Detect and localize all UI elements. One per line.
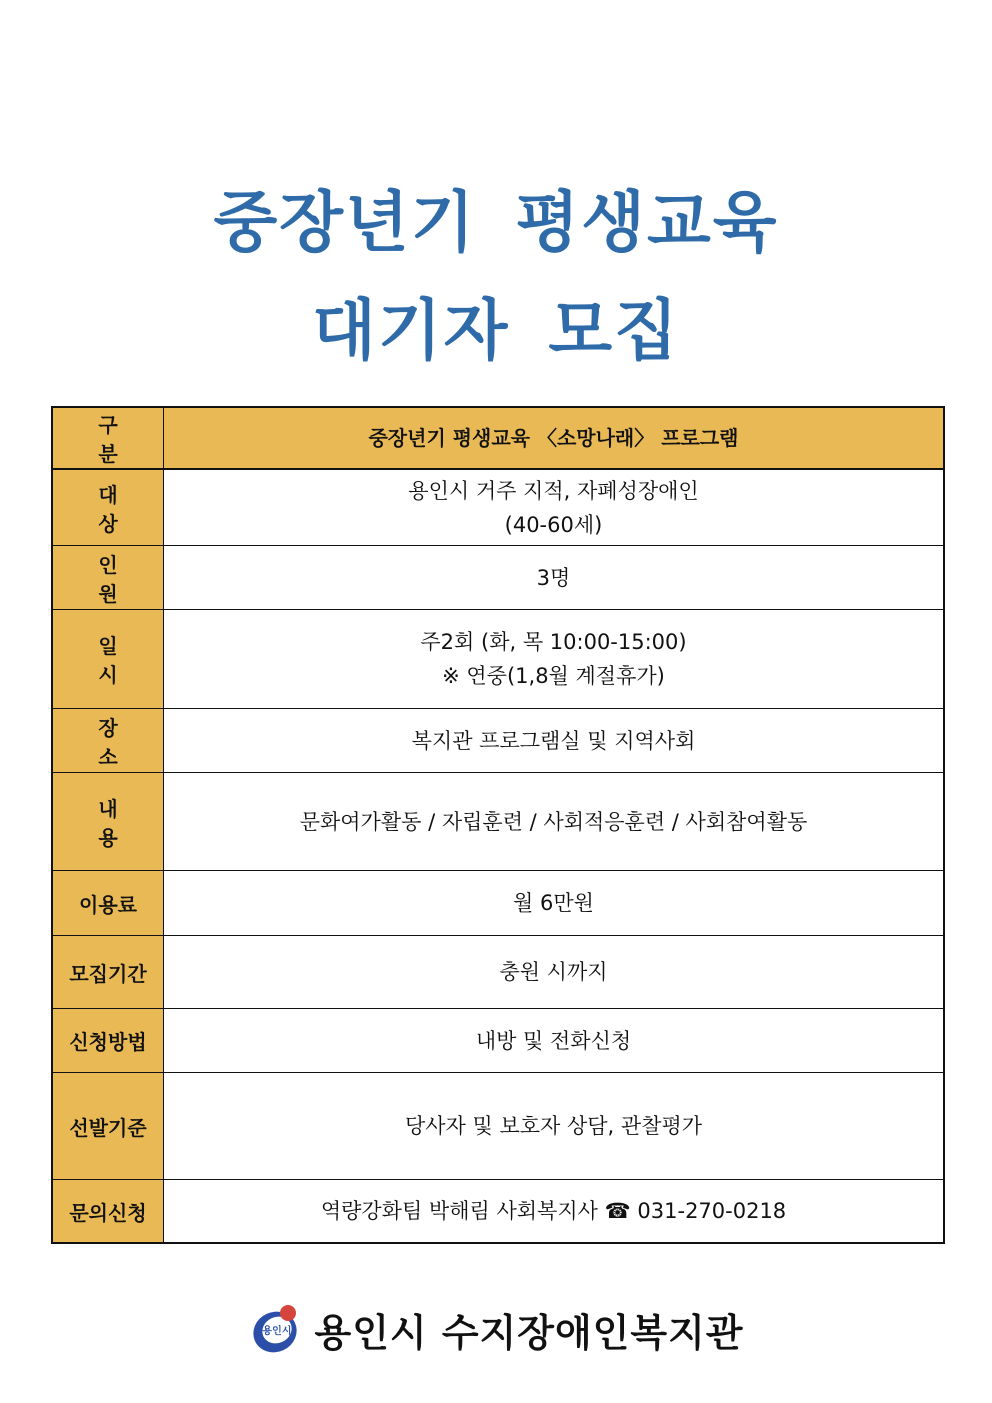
row-value xyxy=(164,1009,943,1072)
row-value xyxy=(164,773,943,870)
row-label: 장 소 xyxy=(53,709,164,772)
row-value xyxy=(164,408,943,468)
row-value xyxy=(164,610,943,708)
table-row-criteria xyxy=(53,1072,943,1179)
page-title-line1: 중장년기 평생교육 xyxy=(213,184,779,261)
row-label: 문의신청 xyxy=(53,1180,164,1242)
value-line: 충원 시까지 xyxy=(499,960,608,984)
row-value xyxy=(164,1073,943,1179)
row-value xyxy=(164,470,943,545)
value-line: 복지관 프로그램실 및 지역사회 xyxy=(411,728,696,753)
row-label: 내 용 xyxy=(53,773,164,870)
row-label: 인 원 xyxy=(53,546,164,609)
table-row-contact xyxy=(53,1179,943,1242)
value-line: (40-60세) xyxy=(504,512,603,537)
footer xyxy=(0,1300,992,1358)
organization-signature xyxy=(248,1300,743,1358)
value-line: 중장년기 평생교육 〈소망나래〉 프로그램 xyxy=(368,426,739,450)
table-row-place xyxy=(53,708,943,772)
yongin-logo-graphic xyxy=(248,1300,306,1358)
table-row-capacity xyxy=(53,545,943,609)
value-line: 역량강화팀 박해림 사회복지사 ☎ 031-270-0218 xyxy=(320,1199,787,1223)
row-value xyxy=(164,936,943,1008)
value-line: 3명 xyxy=(536,565,571,590)
logo-text: 용인시 xyxy=(262,1326,292,1337)
table-row-period xyxy=(53,935,943,1008)
row-value xyxy=(164,709,943,772)
row-label: 선발기준 xyxy=(53,1073,164,1179)
row-label: 구 분 xyxy=(53,408,164,468)
yongin-logo-icon xyxy=(248,1300,306,1358)
row-label: 대 상 xyxy=(53,470,164,545)
row-value xyxy=(164,871,943,935)
row-label: 모집기간 xyxy=(53,936,164,1008)
row-label: 신청방법 xyxy=(53,1009,164,1072)
row-label: 일 시 xyxy=(53,610,164,708)
organization-name: 용인시 수지장애인복지관 xyxy=(314,1310,744,1355)
table-row-schedule xyxy=(53,609,943,708)
info-table xyxy=(51,406,945,1244)
row-value xyxy=(164,546,943,609)
value-line: ※ 연중(1,8월 계절휴가) xyxy=(442,664,665,688)
table-row-fee xyxy=(53,870,943,935)
value-line: 당사자 및 보호자 상담, 관찰평가 xyxy=(404,1114,703,1138)
page-title-line2: 대기자 모집 xyxy=(312,292,680,369)
table-row-content xyxy=(53,772,943,870)
table-row-apply-method xyxy=(53,1008,943,1072)
row-label: 이용료 xyxy=(53,871,164,935)
table-row-category xyxy=(53,408,943,470)
value-line: 월 6만원 xyxy=(513,891,594,915)
value-line: 용인시 거주 지적, 자폐성장애인 xyxy=(408,478,699,503)
table-row-target xyxy=(53,470,943,545)
value-line: 문화여가활동 / 자립훈련 / 사회적응훈련 / 사회참여활동 xyxy=(299,809,808,834)
value-line: 내방 및 전화신청 xyxy=(475,1028,632,1053)
row-value xyxy=(164,1180,943,1242)
value-line: 주2회 (화, 목 10:00-15:00) xyxy=(420,630,687,654)
